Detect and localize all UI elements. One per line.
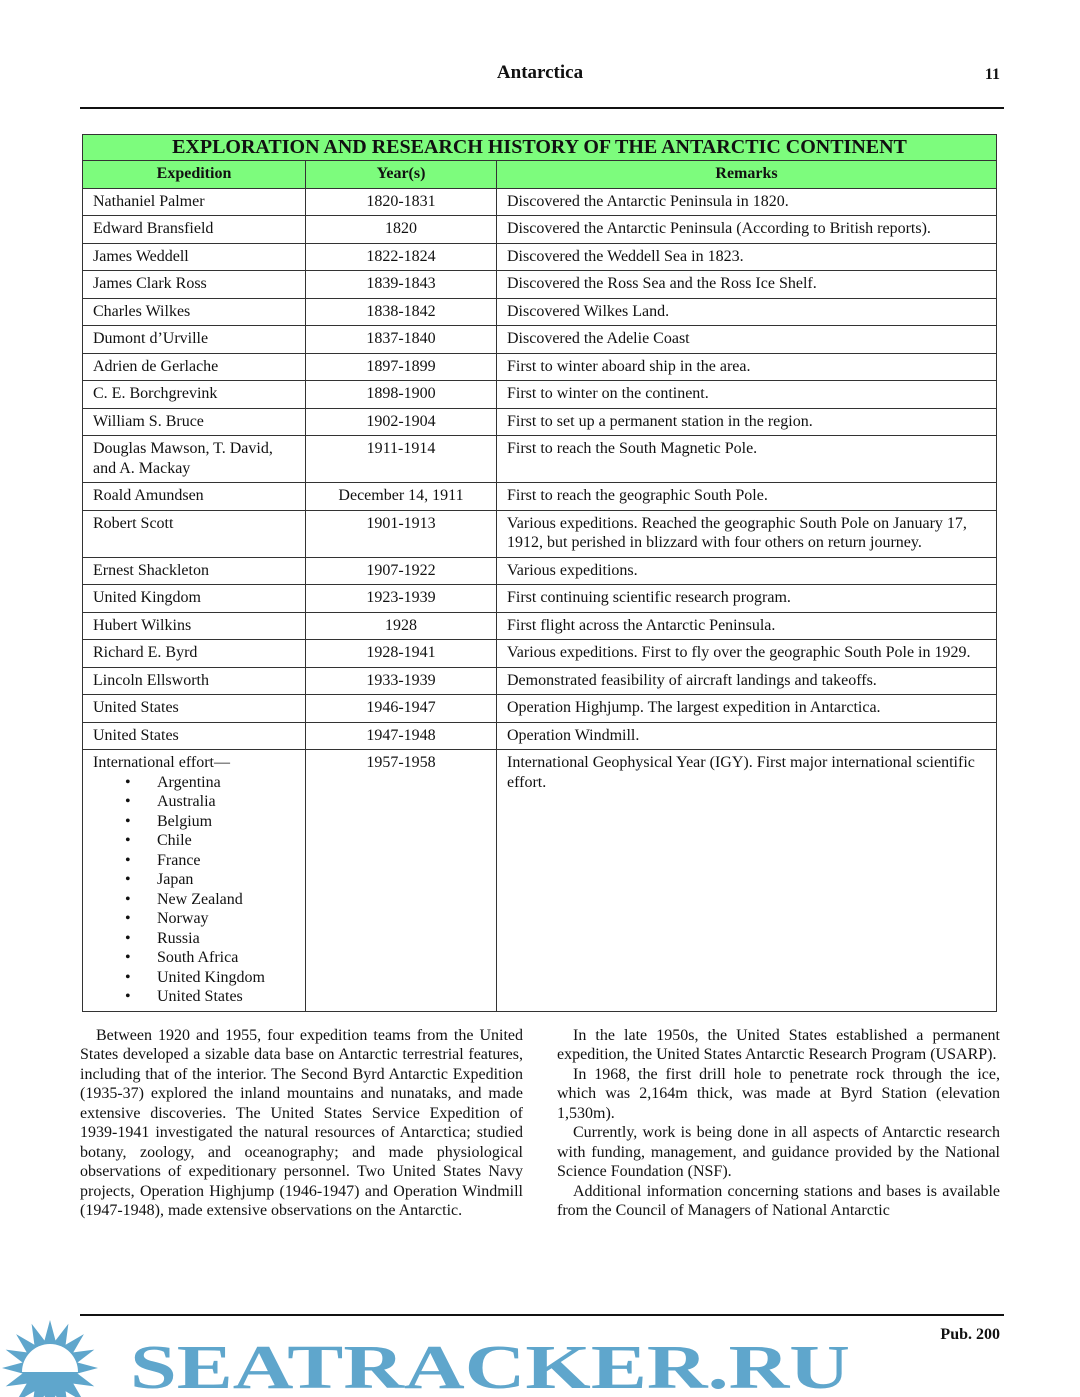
table-row: [83, 188, 997, 216]
paragraph: Between 1920 and 1955, four expedition teams from the United States developed a sizable data base on Antarctic terrestrial features, including that of the interior. The Second Byrd Antarctic Expedition (1935-37) explored the inland mountains and nunataks, and made extensive discoveries. The United States Service Expedition of 1939-1941 investigated the natural resources of Antarctica; studied botany, zoology, and oceanography; and made physiological observations of expeditionary personnel. Two United States Navy projects, Operation Highjump (1946-1947) and Operation Windmill (1947-1948), made extensive observations on the Antarctic.: [80, 1026, 523, 1219]
table-row: [83, 585, 997, 613]
remarks-cell: First to reach the South Magnetic Pole.: [497, 436, 997, 483]
years-cell: 1820-1831: [306, 188, 497, 216]
years-cell: 1907-1922: [306, 557, 497, 585]
table-title: EXPLORATION AND RESEARCH HISTORY OF THE ANTARCTIC CONTINENT: [83, 135, 997, 161]
years-cell: 1923-1939: [306, 585, 497, 613]
table-row: [83, 436, 997, 483]
expedition-cell: Douglas Mawson, T. David, and A. Mackay: [83, 436, 306, 483]
watermark-text: SEATRACKER.RU: [130, 1334, 850, 1397]
table-row: [83, 722, 997, 750]
years-cell: 1820: [306, 216, 497, 244]
expedition-cell: Nathaniel Palmer: [83, 188, 306, 216]
country-item: • United States: [125, 987, 295, 1007]
table-row: [83, 640, 997, 668]
footer-rule: [80, 1314, 1004, 1316]
country-item: • Chile: [125, 831, 295, 851]
remarks-cell: Operation Windmill.: [497, 722, 997, 750]
paragraph: In 1968, the first drill hole to penetrate rock through the ice, which was 2,164m thick, was made at Byrd Station (elevation 1,530m).: [557, 1065, 1000, 1122]
remarks-cell: Discovered the Adelie Coast: [497, 326, 997, 354]
years-cell: 1838-1842: [306, 298, 497, 326]
remarks-cell: Discovered the Antarctic Peninsula (According to British reports).: [497, 216, 997, 244]
table-row: [83, 557, 997, 585]
column-header-years: Year(s): [306, 161, 497, 189]
expedition-cell: James Clark Ross: [83, 271, 306, 299]
years-cell: 1897-1899: [306, 353, 497, 381]
expedition-cell: Roald Amundsen: [83, 483, 306, 511]
years-cell: December 14, 1911: [306, 483, 497, 511]
body-column-right: [557, 1026, 1000, 1221]
years-cell: 1928: [306, 612, 497, 640]
publication-footer: Pub. 200: [940, 1326, 1000, 1343]
expedition-cell: Ernest Shackleton: [83, 557, 306, 585]
header-rule: [80, 107, 1004, 109]
column-header-expedition: Expedition: [83, 161, 306, 189]
remarks-cell: Operation Highjump. The largest expedition in Antarctica.: [497, 695, 997, 723]
expedition-cell: Hubert Wilkins: [83, 612, 306, 640]
years-cell: 1928-1941: [306, 640, 497, 668]
table-row: [83, 381, 997, 409]
country-item: • South Africa: [125, 948, 295, 968]
remarks-cell: Various expeditions. Reached the geographic South Pole on January 17, 1912, but perished in blizzard with four others on return journey.: [497, 510, 997, 557]
table-row: [83, 483, 997, 511]
body-column-left: [80, 1026, 523, 1221]
page-content: [80, 134, 1000, 1221]
table-row: [83, 353, 997, 381]
table-row: [83, 408, 997, 436]
remarks-cell: First flight across the Antarctic Peninsula.: [497, 612, 997, 640]
expedition-cell: Robert Scott: [83, 510, 306, 557]
body-text: [80, 1026, 1000, 1221]
years-cell: 1822-1824: [306, 243, 497, 271]
expedition-cell: United Kingdom: [83, 585, 306, 613]
paragraph: Currently, work is being done in all aspects of Antarctic research with funding, management, and guidance provided by the National Science Foundation (NSF).: [557, 1124, 1000, 1180]
expedition-cell: William S. Bruce: [83, 408, 306, 436]
table-row: [83, 695, 997, 723]
paragraph: In the late 1950s, the United States established a permanent expedition, the United States Antarctic Research Program (USARP).: [557, 1026, 1000, 1063]
expedition-cell: James Weddell: [83, 243, 306, 271]
table-row-international: [83, 750, 997, 1012]
expedition-cell: [83, 750, 306, 1012]
expedition-cell: Adrien de Gerlache: [83, 353, 306, 381]
remarks-cell: First to winter aboard ship in the area.: [497, 353, 997, 381]
country-item: • Belgium: [125, 812, 295, 832]
remarks-cell: First to winter on the continent.: [497, 381, 997, 409]
table-row: [83, 510, 997, 557]
remarks-cell: Discovered the Antarctic Peninsula in 1820.: [497, 188, 997, 216]
seatracker-watermark-logo: [0, 1318, 900, 1397]
expedition-cell: Edward Bransfield: [83, 216, 306, 244]
years-cell: 1902-1904: [306, 408, 497, 436]
expedition-cell: Richard E. Byrd: [83, 640, 306, 668]
table-row: [83, 216, 997, 244]
years-cell: 1957-1958: [306, 750, 497, 1012]
country-item: • Russia: [125, 929, 295, 949]
expedition-cell: United States: [83, 695, 306, 723]
country-item: • France: [125, 851, 295, 871]
country-item: • Norway: [125, 909, 295, 929]
exploration-history-table: [82, 134, 997, 1012]
running-header-title: Antarctica: [496, 62, 584, 83]
years-cell: 1898-1900: [306, 381, 497, 409]
expedition-cell: C. E. Borchgrevink: [83, 381, 306, 409]
country-item: • Japan: [125, 870, 295, 890]
years-cell: 1946-1947: [306, 695, 497, 723]
remarks-cell: Various expeditions.: [497, 557, 997, 585]
remarks-cell: First continuing scientific research program.: [497, 585, 997, 613]
expedition-cell: Lincoln Ellsworth: [83, 667, 306, 695]
remarks-cell: First to set up a permanent station in the region.: [497, 408, 997, 436]
country-item: • New Zealand: [125, 890, 295, 910]
table-row: [83, 612, 997, 640]
remarks-cell: Demonstrated feasibility of aircraft landings and takeoffs.: [497, 667, 997, 695]
years-cell: 1839-1843: [306, 271, 497, 299]
expedition-cell: Charles Wilkes: [83, 298, 306, 326]
years-cell: 1837-1840: [306, 326, 497, 354]
table-row: [83, 243, 997, 271]
years-cell: 1901-1913: [306, 510, 497, 557]
remarks-cell: First to reach the geographic South Pole.: [497, 483, 997, 511]
country-list: [93, 773, 295, 1007]
years-cell: 1933-1939: [306, 667, 497, 695]
remarks-cell: Various expeditions. First to fly over the geographic South Pole in 1929.: [497, 640, 997, 668]
country-item: • United Kingdom: [125, 968, 295, 988]
expedition-cell: United States: [83, 722, 306, 750]
table-row: [83, 271, 997, 299]
table-row: [83, 298, 997, 326]
table-row: [83, 667, 997, 695]
page-number: 11: [984, 66, 1000, 83]
country-item: • Australia: [125, 792, 295, 812]
remarks-cell: Discovered the Weddell Sea in 1823.: [497, 243, 997, 271]
remarks-cell: Discovered the Ross Sea and the Ross Ice Shelf.: [497, 271, 997, 299]
expedition-label: International effort—: [93, 754, 230, 771]
table-row: [83, 326, 997, 354]
expedition-cell: Dumont d’Urville: [83, 326, 306, 354]
years-cell: 1947-1948: [306, 722, 497, 750]
years-cell: 1911-1914: [306, 436, 497, 483]
paragraph: Additional information concerning stations and bases is available from the Council of Managers of National Antarctic: [557, 1182, 1000, 1219]
remarks-cell: International Geophysical Year (IGY). First major international scientific effort.: [497, 750, 997, 1012]
column-header-remarks: Remarks: [497, 161, 997, 189]
sun-icon: [2, 1320, 98, 1397]
remarks-cell: Discovered Wilkes Land.: [497, 298, 997, 326]
country-item: • Argentina: [125, 773, 295, 793]
